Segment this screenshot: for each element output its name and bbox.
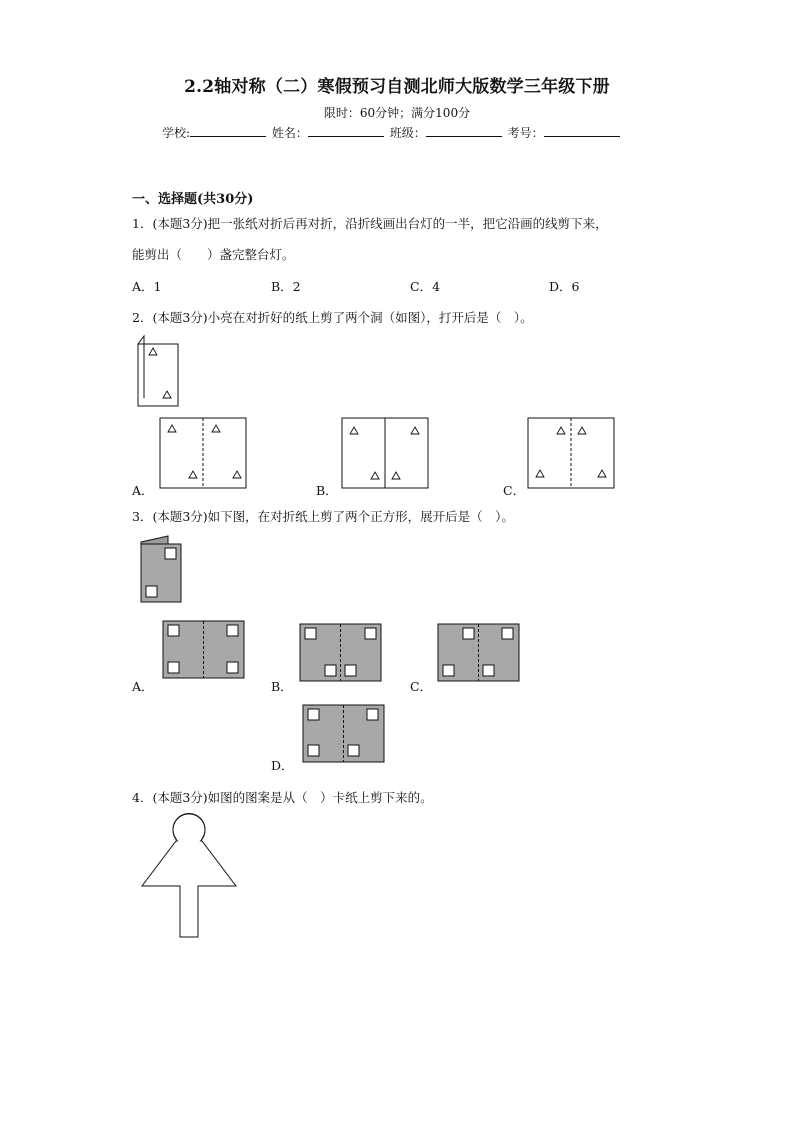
triangle-hole-icon: [149, 348, 157, 355]
page-title: 2.2轴对称（二）寒假预习自测北师大版数学三年级下册: [184, 77, 610, 97]
q2-option-c-figure[interactable]: [527, 417, 617, 489]
q3-option-b[interactable]: B．: [271, 679, 293, 694]
q3-option-c[interactable]: C．: [410, 679, 433, 694]
q3-option-b-figure[interactable]: [299, 623, 383, 683]
q2-option-a-figure[interactable]: [159, 417, 249, 489]
school-blank[interactable]: [190, 124, 266, 137]
name-label: 姓名：: [271, 126, 308, 140]
q3-option-a-figure[interactable]: [162, 620, 246, 680]
student-info-row: [162, 124, 622, 141]
q3-option-d-figure[interactable]: [302, 704, 386, 764]
q2-option-b-figure[interactable]: [341, 417, 431, 489]
class-label: 班级：: [389, 126, 426, 140]
folded-gray-paper-with-squares: [138, 534, 188, 610]
q1-option-d[interactable]: D．6: [549, 279, 580, 294]
q3-option-d[interactable]: D．: [271, 758, 294, 773]
q1-option-c[interactable]: C．4: [410, 279, 441, 294]
school-label: 学校:: [162, 126, 191, 140]
q2-option-b[interactable]: B．: [316, 483, 338, 498]
question-3-text: 3．(本题3分)如下图，在对折纸上剪了两个正方形，展开后是（ ）。: [132, 509, 514, 524]
triangle-hole-icon: [163, 391, 171, 398]
name-blank[interactable]: [308, 124, 384, 137]
person-cutout-figure: [140, 813, 240, 939]
square-hole-icon: [165, 548, 176, 559]
folded-paper-with-holes: [134, 332, 194, 412]
section-heading: 一、选择题(共30分): [132, 192, 254, 207]
question-2-text: 2．(本题3分)小亮在对折好的纸上剪了两个洞（如图），打开后是（ ）。: [132, 310, 533, 325]
time-limit-text: 限时：60分钟；满分100分: [323, 106, 471, 120]
q1-option-b[interactable]: B．2: [271, 279, 301, 294]
q2-option-a[interactable]: A．: [132, 483, 154, 498]
question-1-line-1: 1．(本题3分)把一张纸对折后再对折，沿折线画出台灯的一半，把它沿画的线剪下来，: [132, 216, 608, 231]
q2-option-c[interactable]: C．: [503, 483, 526, 498]
class-blank[interactable]: [426, 124, 502, 137]
q1-option-a[interactable]: A．1: [132, 279, 162, 294]
dress-body-shape: [142, 841, 236, 937]
q3-option-c-figure[interactable]: [437, 623, 521, 683]
exam-no-label: 考号：: [507, 126, 544, 140]
exam-no-blank[interactable]: [544, 124, 620, 137]
q3-option-a[interactable]: A．: [132, 679, 154, 694]
square-hole-icon: [146, 586, 157, 597]
question-4-text: 4．(本题3分)如图的图案是从（ ）卡纸上剪下来的。: [132, 790, 433, 805]
question-1-line-2: 能剪出（ ）盏完整台灯。: [132, 247, 295, 262]
